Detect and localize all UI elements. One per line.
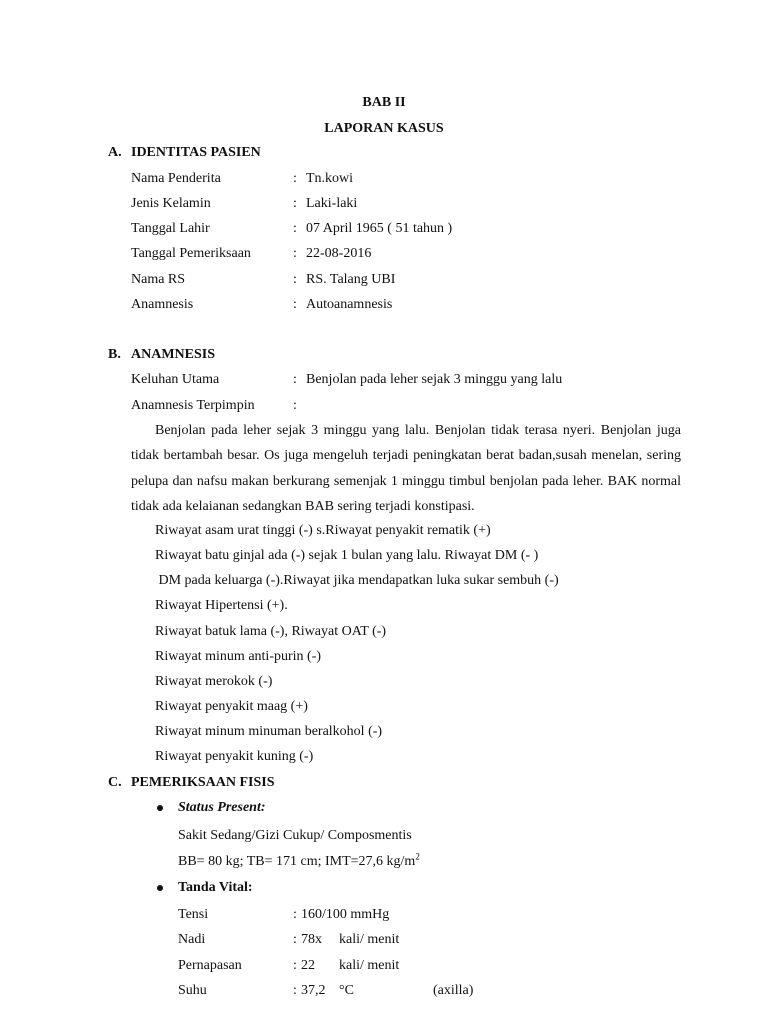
vital-sep: :	[293, 907, 297, 922]
identity-sep: :	[293, 171, 297, 186]
identity-label: Tanggal Lahir	[131, 221, 210, 236]
history-item: DM pada keluarga (-).Riwayat jika mendapatkan luka sukar sembuh (-)	[155, 573, 559, 588]
bullet-icon	[157, 885, 163, 891]
history-item: Riwayat asam urat tinggi (-) s.Riwayat penyakit rematik (+)	[155, 523, 491, 538]
superscript: 2	[415, 851, 420, 862]
section-c-heading: PEMERIKSAAN FISIS	[131, 775, 275, 790]
history-item: Riwayat batu ginjal ada (-) sejak 1 bulan yang lalu. Riwayat DM (- )	[155, 548, 539, 563]
history-item: Riwayat penyakit kuning (-)	[155, 749, 314, 764]
vital-unit: °C	[339, 983, 354, 998]
identity-value: 07 April 1965 ( 51 tahun )	[306, 221, 453, 236]
vital-signs-title: Tanda Vital:	[178, 880, 253, 895]
identity-sep: :	[293, 297, 297, 312]
terpimpin-sep: :	[293, 398, 297, 413]
vital-label: Pernapasan	[178, 958, 242, 973]
keluhan-sep: :	[293, 372, 297, 387]
identity-value: 22-08-2016	[306, 246, 372, 261]
identity-label: Nama RS	[131, 272, 186, 287]
keluhan-value: Benjolan pada leher sejak 3 minggu yang lalu	[306, 372, 563, 387]
vital-label: Nadi	[178, 932, 206, 947]
identity-value: Laki-laki	[306, 196, 358, 211]
identity-sep: :	[293, 246, 297, 261]
anthropometry-text: BB= 80 kg; TB= 171 cm; IMT=27,6 kg/m	[178, 854, 416, 869]
identity-label: Anamnesis	[131, 297, 194, 312]
keluhan-label: Keluhan Utama	[131, 372, 220, 387]
chapter-title: BAB II	[362, 95, 406, 110]
identity-value: Tn.kowi	[306, 171, 354, 186]
vital-extra: (axilla)	[433, 983, 474, 998]
anamnesis-paragraph	[131, 418, 681, 519]
identity-sep: :	[293, 272, 297, 287]
vital-value: 160/100 mmHg	[301, 907, 390, 922]
identity-label: Nama Penderita	[131, 171, 221, 186]
section-a-letter: A.	[108, 145, 122, 160]
history-item: Riwayat batuk lama (-), Riwayat OAT (-)	[155, 624, 387, 639]
vital-label: Suhu	[178, 983, 207, 998]
section-c-letter: C.	[108, 775, 122, 790]
bullet-icon	[157, 805, 163, 811]
identity-value: RS. Talang UBI	[306, 272, 396, 287]
paragraph-text: Benjolan pada leher sejak 3 minggu yang lalu. Benjolan tidak terasa nyeri. Benjolan juga tidak bertambah besar. Os juga mengeluh terjadi peningkatan berat badan,susah menelan, sering pelupa dan nafsu makan berkurang semenjak 1 minggu timbul benjolan pada leher. BAK normal tidak ada kelaianan sedangkan BAB sering terjadi konstipasi.	[131, 423, 681, 514]
status-present-title: Status Present:	[178, 800, 266, 815]
vital-value: 22	[301, 958, 315, 973]
section-b-letter: B.	[108, 347, 121, 362]
anthropometry-line	[178, 853, 420, 871]
terpimpin-label: Anamnesis Terpimpin	[131, 398, 255, 413]
identity-sep: :	[293, 196, 297, 211]
vital-value: 78x	[301, 932, 322, 947]
history-item: Riwayat merokok (-)	[155, 674, 273, 689]
identity-label: Tanggal Pemeriksaan	[131, 246, 251, 261]
section-a-heading: IDENTITAS PASIEN	[131, 145, 261, 160]
vital-sep: :	[293, 932, 297, 947]
identity-label: Jenis Kelamin	[131, 196, 211, 211]
status-line: Sakit Sedang/Gizi Cukup/ Composmentis	[178, 828, 412, 843]
history-item: Riwayat penyakit maag (+)	[155, 699, 308, 714]
report-title: LAPORAN KASUS	[324, 121, 444, 136]
vital-unit: kali/ menit	[339, 932, 400, 947]
history-item: Riwayat minum minuman beralkohol (-)	[155, 724, 383, 739]
vital-sep: :	[293, 983, 297, 998]
vital-sep: :	[293, 958, 297, 973]
vital-label: Tensi	[178, 907, 209, 922]
identity-value: Autoanamnesis	[306, 297, 393, 312]
history-item: Riwayat minum anti-purin (-)	[155, 649, 322, 664]
section-b-heading: ANAMNESIS	[131, 347, 216, 362]
identity-sep: :	[293, 221, 297, 236]
vital-unit: kali/ menit	[339, 958, 400, 973]
history-item: Riwayat Hipertensi (+).	[155, 598, 288, 613]
vital-value: 37,2	[301, 983, 326, 998]
